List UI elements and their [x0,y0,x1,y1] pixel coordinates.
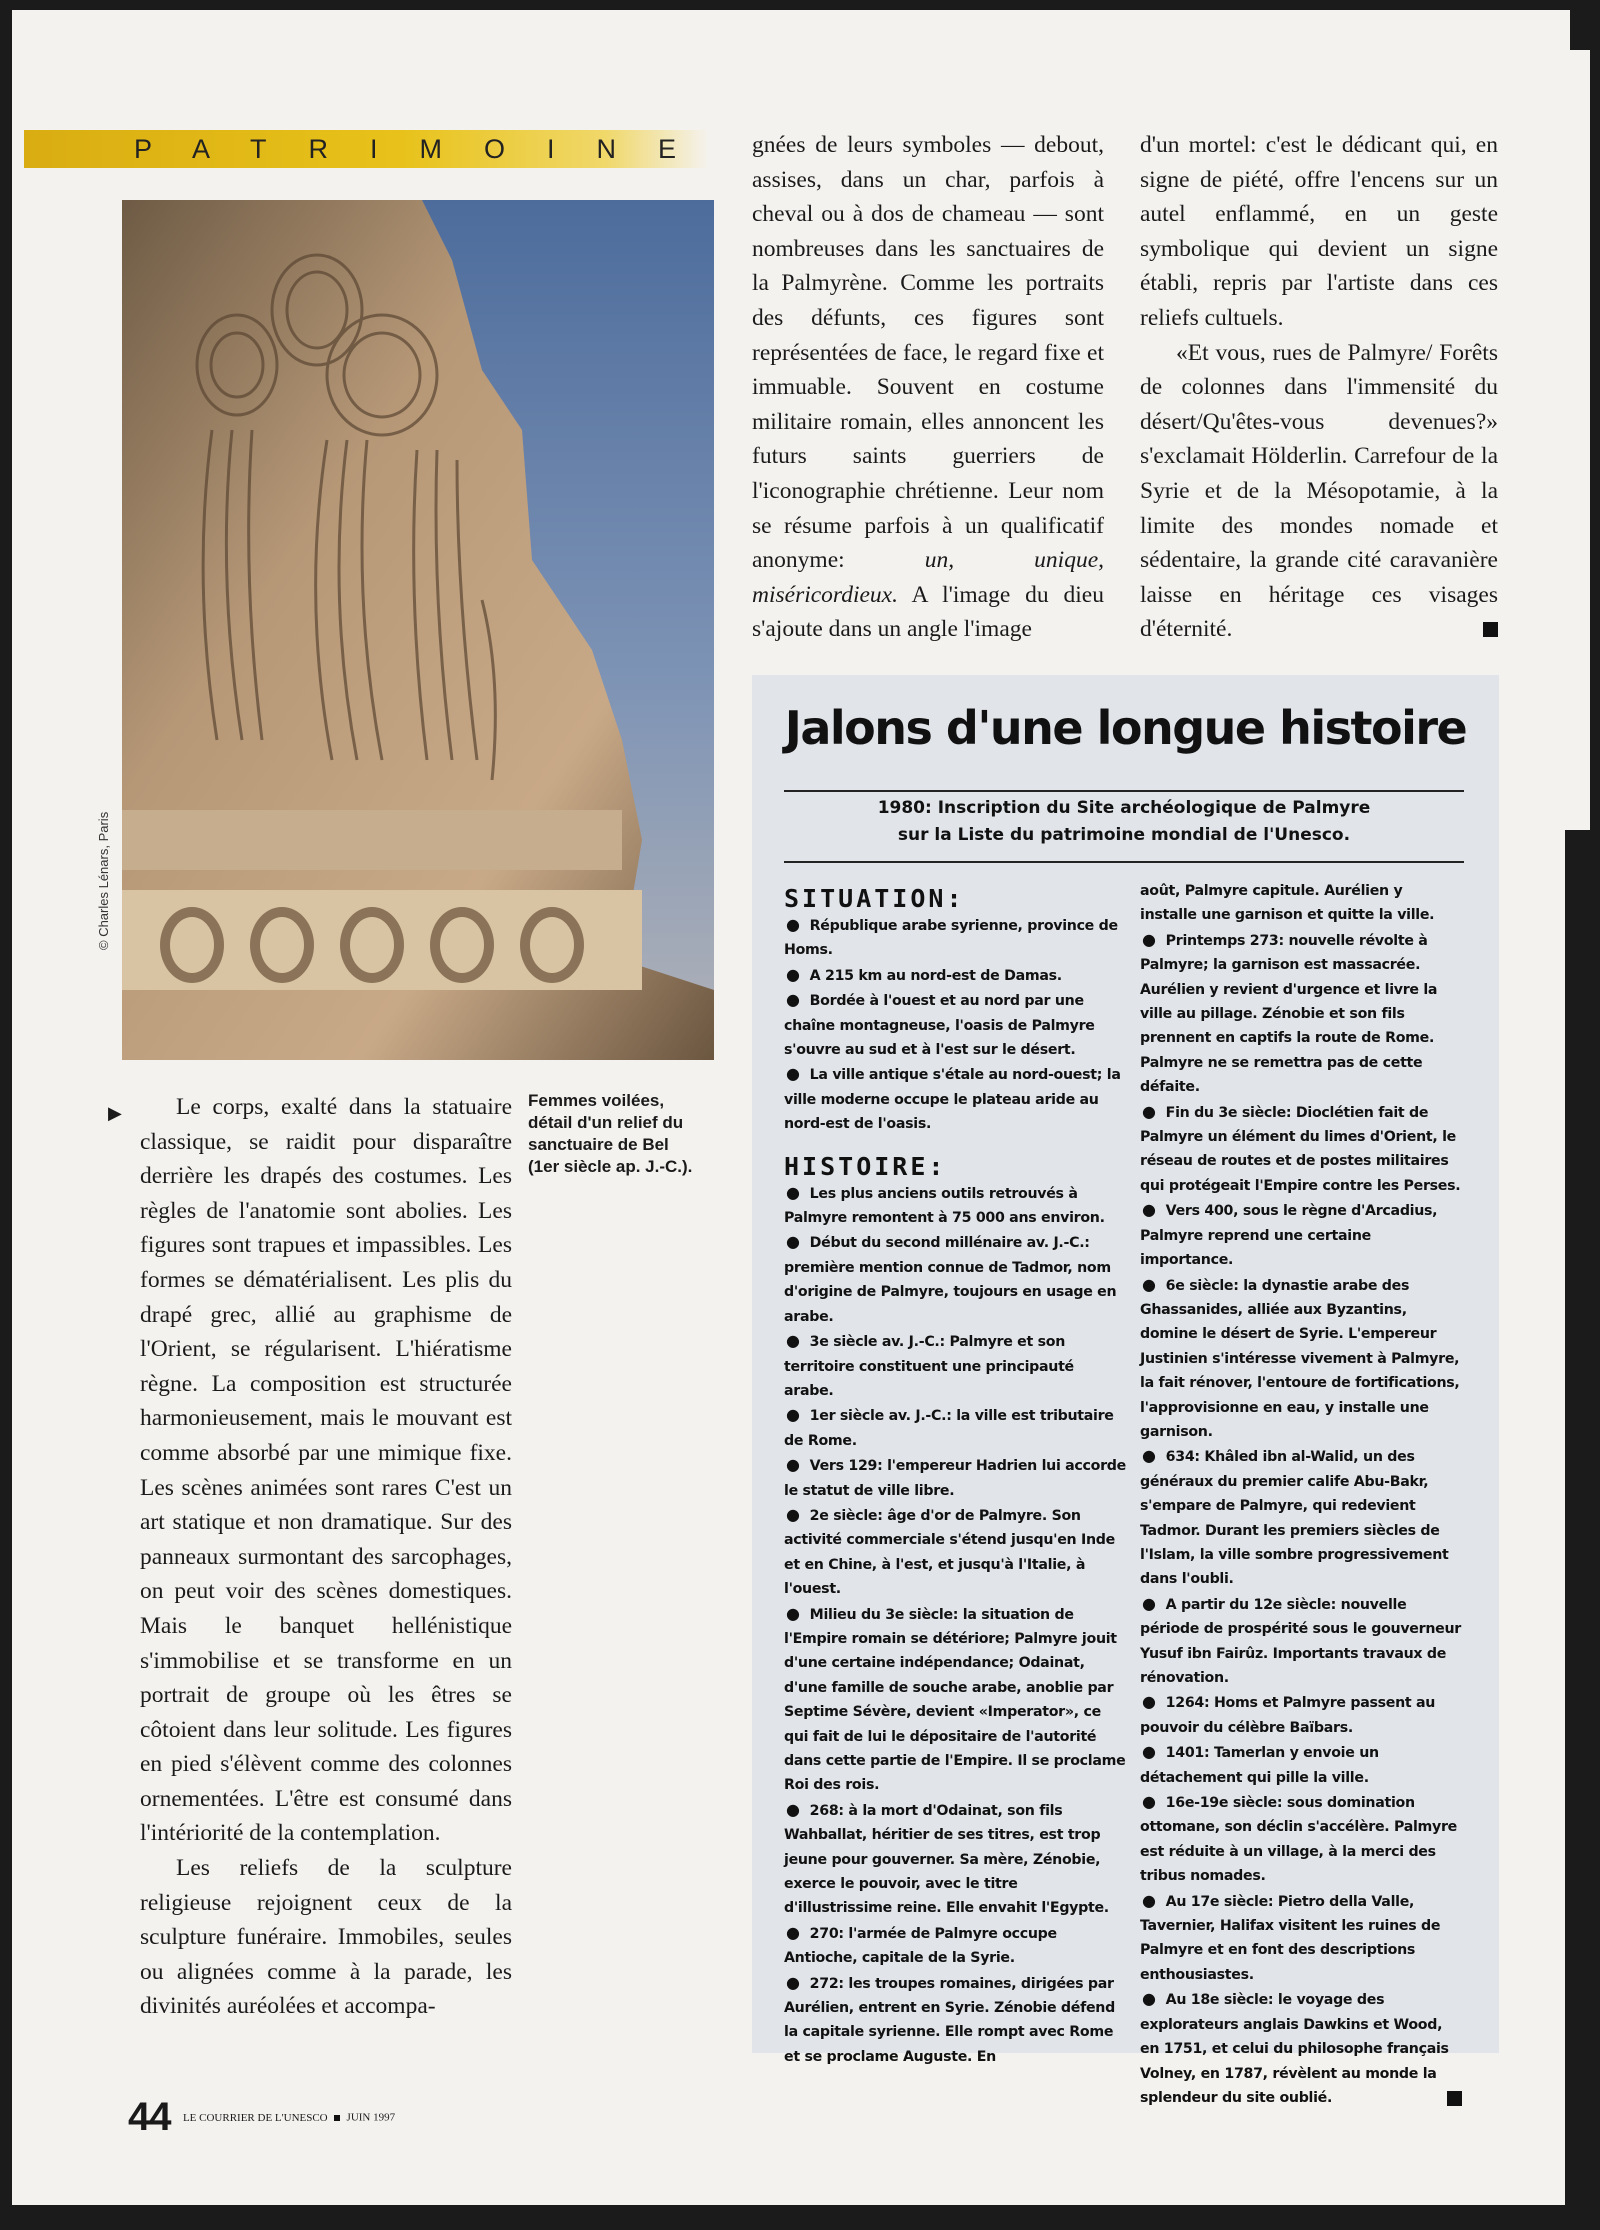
history-item [784,1798,1126,1921]
relief-photo-image [122,200,714,1060]
bullet-icon: ● [786,915,800,934]
list-item-text: Vers 400, sous le règne d'Arcadius, Palmyre reprend une certaine importance. [1140,1203,1438,1269]
box-subtitle-line: sur la Liste du patrimoine mondial de l'Unesco. [897,825,1351,845]
article-column-middle [752,128,1104,647]
box-title: Jalons d'une longue histoire [784,701,1467,755]
article-paragraph [1140,336,1498,647]
article-emphasis: un, unique, miséricordieux. [752,547,1104,608]
list-item-text: Bordée à l'ouest et au nord par une chaîne montagneuse, l'oasis de Palmyre s'ouvre au sud et à l'est sur le désert. [784,993,1095,1059]
list-item-text: 16e-19e siècle: sous domination ottomane, son déclin s'accélère. Palmyre est réduite à un village, à la merci des tribus nomades. [1140,1795,1457,1885]
list-item-text: 1401: Tamerlan y envoie un détachement qui pille la ville. [1140,1745,1379,1786]
issue-date: JUIN 1997 [346,2111,396,2124]
situation-item [784,1062,1126,1136]
list-item-text: Fin du 3e siècle: Dioclétien fait de Palmyre un élément du limes d'Orient, le réseau de routes et de postes militaires qui protégeait l'Empire contre les Perses. [1140,1104,1461,1194]
list-item-text: La ville antique s'étale au nord-ouest; la ville moderne occupe le plateau aride au nord-est de l'oasis. [784,1067,1121,1133]
list-item-text: République arabe syrienne, province de Homs. [784,918,1118,959]
divider [784,790,1464,792]
list-item-text: Milieu du 3e siècle: la situation de l'Empire romain se détériore; Palmyre jouit d'une certaine indépendance; Odainat, d'une famille de souche arabe, anoblie par Septime Sévère, devient «Imperator», ce qui fait de lui le dépositaire de l'autorité dans cette partie de l'Empire. Il se proclame Roi des rois. [784,1606,1126,1794]
history-box [752,675,1499,2106]
list-item-text: Les plus anciens outils retrouvés à Palmyre remontent à 75 000 ans environ. [784,1185,1105,1227]
situation-list [784,913,1126,1137]
history-item [784,1329,1126,1403]
box-subtitle-line: 1980: Inscription du Site archéologique de Palmyre [877,798,1371,818]
article-paragraph: d'un mortel: c'est le dédicant qui, en signe de piété, offre l'encens sur un autel enflammé, en un geste symbolique qui devient un signe établi, repris par l'artiste dans ces reliefs cultuels. [1140,132,1498,331]
history-item [784,1403,1126,1453]
bullet-icon: ● [1142,1593,1156,1613]
arrow-marker-icon: ▶ [108,1103,122,1124]
bullet-icon: ● [786,1405,800,1425]
history-item [1140,1690,1462,1740]
list-item-text: 6e siècle: la dynastie arabe des Ghassanides, alliée aux Byzantins, domine le désert de Syrie. L'empereur Justinien s'intéresse vivement à Palmyre, la fait rénover, l'entoure de fortifications, l'approvisionne en eau, y installe une garnison. [1140,1277,1460,1440]
list-item-text: 1er siècle av. J.-C.: la ville est tributaire de Rome. [784,1408,1114,1449]
history-item [1140,1740,1462,1790]
list-item-text: 2e siècle: âge d'or de Palmyre. Son activité commerciale s'étend jusqu'en Inde et en Chine, à l'est, et jusqu'à l'Italie, à l'ouest. [784,1507,1115,1598]
box-subtitle [784,795,1464,849]
histoire-list-right [1140,928,1462,2111]
box-column-left [784,881,1126,2069]
bullet-icon: ● [786,1182,800,1202]
bullet-icon: ● [1142,1890,1156,1910]
end-mark-icon [1483,622,1498,637]
history-item [1140,1790,1462,1889]
list-item-text: 270: l'armée de Palmyre occupe Antioche, capitale de la Syrie. [784,1925,1057,1967]
bullet-icon: ● [786,1504,800,1524]
article-column-right [1140,128,1498,647]
article-text: A l'image du dieu s'ajoute dans un angle l'image [752,581,1104,643]
history-item-continued: août, Palmyre capitule. Aurélien y installe une garnison et quitte la ville. [1140,883,1435,924]
list-item-text: 1264: Homs et Palmyre passent au pouvoir du célèbre Baïbars. [1140,1695,1436,1736]
histoire-list-left [784,1181,1126,2070]
relief-photo [122,200,714,1060]
page-footer [128,2095,395,2140]
history-item [784,1181,1126,1231]
histoire-heading: HISTOIRE: [784,1151,947,1181]
bullet-icon: ● [786,1455,800,1475]
history-item [1140,1987,1462,2110]
bullet-icon: ● [1142,1274,1156,1294]
list-item-text: Au 18e siècle: le voyage des explorateurs anglais Dawkins et Wood, en 1751, et celui du philosophe français Volney, en 1787, révèlent au monde la splendeur du site oublié. [1140,1992,1449,2106]
history-item [1140,1889,1462,1988]
list-item-text: A partir du 12e siècle: nouvelle période de prospérité sous le gouverneur Yusuf ibn Fairûz. Importants travaux de rénovation. [1140,1596,1461,1686]
history-item [784,1921,1126,1971]
publication-name: LE COURRIER DE L'UNESCO [182,2111,328,2124]
section-header-bar [24,130,719,168]
bullet-icon: ● [786,964,800,984]
bullet-icon: ● [786,1331,800,1351]
article-paragraph [752,128,1104,647]
history-item [1140,1100,1462,1199]
magazine-page [12,10,1590,2205]
page-number: 44 [128,2095,171,2139]
article-text: gnées de leurs symboles — debout, assises, dans un char, parfois à cheval ou à dos de chameau — sont nombreuses dans les sanctuaires de la Palmyrène. Comme les portraits des défunts, ces figures sont représentées de face, le regard fixe et immuable. Souvent en costume militaire romain, elles annoncent les futurs saints guerriers de l'iconographie chrétienne. Leur nom se résume parfois à un qualificatif anonyme: [752,132,1104,574]
situation-item [784,963,1126,988]
bullet-icon: ● [1142,1200,1156,1220]
bullet-icon: ● [786,990,800,1010]
history-item [784,1503,1126,1602]
bullet-icon: ● [1142,1101,1156,1121]
page-edge-tear [1565,830,1590,2230]
bullet-icon: ● [1142,1742,1156,1762]
history-item [1140,928,1462,1100]
bullet-icon: ● [786,1064,800,1084]
history-item [784,1453,1126,1503]
bullet-icon: ● [786,1603,800,1623]
bullet-icon: ● [1142,1792,1156,1812]
list-item-text: Printemps 273: nouvelle révolte à Palmyre; la garnison est massacrée. Aurélien y revient d'urgence et livre la ville au pillage. Zénobie et son fils prennent en captifs la route de Rome. Palmyre ne se remettra pas de cette défaite. [1140,932,1438,1096]
situation-item [784,913,1126,963]
history-item [784,1971,1126,2070]
article-paragraph: Le corps, exalté dans la statuaire classique, se raidit pour disparaître derrière les drapés des costumes. Les règles de l'anatomie sont abolies. Les figures sont trapues et impassibles. Les formes se dématérialisent. Les plis du drapé grec, allié au graphisme de l'Orient, se régularisent. L'hiératisme règne. La composition est structurée harmonieusement, mais le mouvant est comme absorbé par une mimique fixe. Les scènes animées sont rares C'est un art statique et non dramatique. Sur des panneaux surmontant des sarcophages, on peut voir des scènes domestiques. Mais le banquet hellénistique s'immobilise et se transforme en un portrait de groupe où les êtres se côtoient dans leur solitude. Les figures en pied s'élèvent comme des colonnes ornementées. L'être est consumé dans l'intériorité de la contemplation. [140,1094,512,1847]
bullet-icon: ● [786,1799,800,1819]
history-item [1140,1273,1462,1445]
history-item [784,1230,1126,1329]
situation-item [784,988,1126,1062]
list-item-text: Début du second millénaire av. J.-C.: première mention connue de Tadmor, nom d'origine de Palmyre, toujours en usage en arabe. [784,1235,1117,1325]
list-item-text: Au 17e siècle: Pietro della Valle, Tavernier, Halifax visitent les ruines de Palmyre et en font des descriptions enthousiastes. [1140,1893,1441,1983]
photo-caption: Femmes voilées, détail d'un relief du sanctuaire de Bel (1er siècle ap. J.-C.). [528,1091,693,1176]
history-item [1140,1444,1462,1591]
bullet-icon: ● [786,1972,800,1992]
history-item [1140,1198,1462,1272]
bullet-icon: ● [786,1232,800,1252]
list-item-text: Vers 129: l'empereur Hadrien lui accorde le statut de ville libre. [784,1458,1126,1499]
list-item-text: 634: Khâled ibn al-Walid, un des généraux du premier calife Abu-Bakr, s'empare de Palmyre, qui redevient Tadmor. Durant les premiers siècles de l'Islam, la ville sombre progressivement dans l'oubli. [1140,1449,1449,1588]
list-item-text: 272: les troupes romaines, dirigées par Aurélien, entrent en Syrie. Zénobie défend la capitale syrienne. Elle rompt avec Rome et se proclame Auguste. En [784,1975,1115,2065]
bullet-icon: ● [1142,1989,1156,2009]
list-item-text: 268: à la mort d'Odainat, son fils Wahballat, héritier de ses titres, est trop jeune pour gouverner. Sa mère, Zénobie, exerce le pouvoir, avec le titre d'illustrissime reine. Elle envahit l'Egypte. [784,1802,1109,1917]
situation-heading: SITUATION: [784,884,965,913]
page-corner-tear [1570,10,1590,50]
bullet-icon: ● [1142,1692,1156,1712]
article-column-left [140,1090,512,2024]
list-item-text: A 215 km au nord-est de Damas. [809,967,1062,984]
list-item-text: 3e siècle av. J.-C.: Palmyre et son territoire constituent une principauté arabe. [784,1334,1074,1399]
section-label: PATRIMOINE [134,134,719,164]
separator-square-icon [334,2115,340,2121]
bullet-icon: ● [1142,1446,1156,1466]
history-item [784,1602,1126,1798]
article-paragraph: Les reliefs de la sculpture religieuse rejoignent ceux de la sculpture funéraire. Immobiles, seules ou alignées comme à la parade, les divinités auréolées et accompa- [140,1855,512,2020]
photo-credit: © Charles Lénars, Paris [96,811,111,950]
bullet-icon: ● [786,1922,800,1942]
end-mark-icon [1447,2091,1462,2106]
box-column-right [1140,879,1462,2110]
divider [784,861,1464,863]
history-item [1140,1592,1462,1691]
article-text: «Et vous, rues de Palmyre/ Forêts de colonnes dans l'immensité du désert/Qu'êtes-vous devenues?» s'exclamait Hölderlin. Carrefour de la Syrie et de la Mésopotamie, à la limite des mondes nomade et sédentaire, la grande cité caravanière laisse en héritage ces visages d'éternité. [1140,339,1498,643]
bullet-icon: ● [1142,929,1156,949]
